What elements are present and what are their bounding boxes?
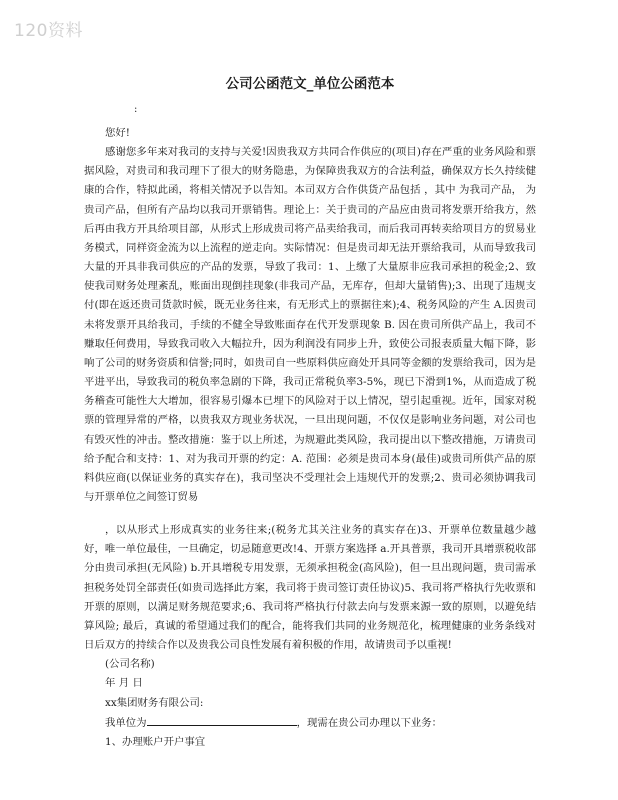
greeting: 您好! [105, 127, 130, 139]
request-suffix: ，现需在贵公司办理以下业务： [296, 716, 443, 729]
request-prefix: 我单位为 [105, 716, 147, 729]
body-paragraph-1: 感谢您多年来对我司的支持与关爱!因贵我双方共同合作供应的(项目)存在严重的业务风险和票据风险，对贵司和我司理下了很大的财务隐患，为保障贵我双方的合法利益，确保双方长久持续健康的合作，特拟此函，将相关情况予以告知。本司双方合作供货产品包括 ，其中 为我司产品， 为贵司产品，但所有产品均以我司开票销售。理论上：关于贵司的产品应由贵司将发票开给我方，然后再由我方开具给项目部，从形式上形成贵司将产品卖给我司，而后我司再转卖给项目方的贸易业务模式，同样资金流为以上流程的逆走向。实际情况：但是贵司却无法开票给我司，从而导致我司大量的开具非我司供应的产品的发票，导致了我司：1、上缴了大量原非应我司承担的税金;2、致使我司财务处理紊乱，账面出现倒挂现象(非我司产品，无库存，但却大量销售);3、出现了违规支付(即在返还贵司货款时候，既无业务往来，有无形式上的票据往来);4、税务风险的产生 A.因贵司未将发票开具给我司，手续的不健全导致账面存在代开发票现象 B. 因在贵司所供产品上，我司不赚取任何费用，导致我司收入大幅拉升，因为利润没有同步上升，致使公司报表质量大幅下降，影响了公司的财务资质和信誉;同时，如贵司自一些原料供应商处开具同等金额的发票给我司，因为是平进平出，导致我司的税负率急剧的下降，我司正常税负率3-5%，现已下滑到1%，从而造成了税务稽查可能性大大增加，很容易引爆本已埋下的风险对于以上情况，望引起重视。近年，国家对税票的管理异常的严格，以贵我双方现业务状况，一旦出现问题，不仅仅是影响业务问题，对公司也有毁灭性的冲击。整改措施：鉴于以上所述，为规避此类风险，我司提出以下整改措施，万请贵司给予配合和支持：1、对为我司开票的约定：A. 范围：必须是贵司本身(最佳)或贵司所供产品的原料供应商(以保证业务的真实存在)，我司坚决不受理社会上违规代开的发票;2、贵司必须协调我司与开票单位之间签订贸易 [84, 146, 536, 503]
document-title: 公司公函范文_单位公函范本 [225, 76, 395, 92]
addressee: xx集团财务有限公司: [105, 696, 204, 709]
company-name-placeholder: (公司名称) [105, 658, 155, 671]
salutation-colon: : [134, 104, 138, 115]
date-placeholder: 年 月 日 [105, 677, 143, 690]
request-item-1: 1、办理账户开户事宜 [105, 735, 206, 748]
fill-in-blank [147, 713, 297, 726]
body-paragraph-2: ，以从形式上形成真实的业务往来;(税务尤其关注业务的真实存在)3、开票单位数量越少越好，唯一单位最佳，一旦确定，切忌随意更改!4、开票方案选择 a.开具普票，我司开具增票税收部分由贵司承担(无风险) b.开具增税专用发票，无须承担税金(高风险)，但一旦出现问题，贵司需承担税务处罚全部责任(如贵司选择此方案，我司将于贵司签订责任协议)5、我司将严格执行先收票和开票的原则，以满足财务规范要求;6、我司将严格执行付款去向与发票来源一致的原则，以避免结算风险; 最后，真诚的希望通过我们的配合，能将我们共同的业务规范化，梳理健康的业务条线对日后双方的持续合作以及贵我公司良性发展有着积极的作用，故请贵司予以重视! [84, 524, 536, 652]
letter-document [84, 74, 536, 752]
watermark-logo-text: 120资料 [14, 21, 83, 41]
request-line [84, 713, 536, 733]
